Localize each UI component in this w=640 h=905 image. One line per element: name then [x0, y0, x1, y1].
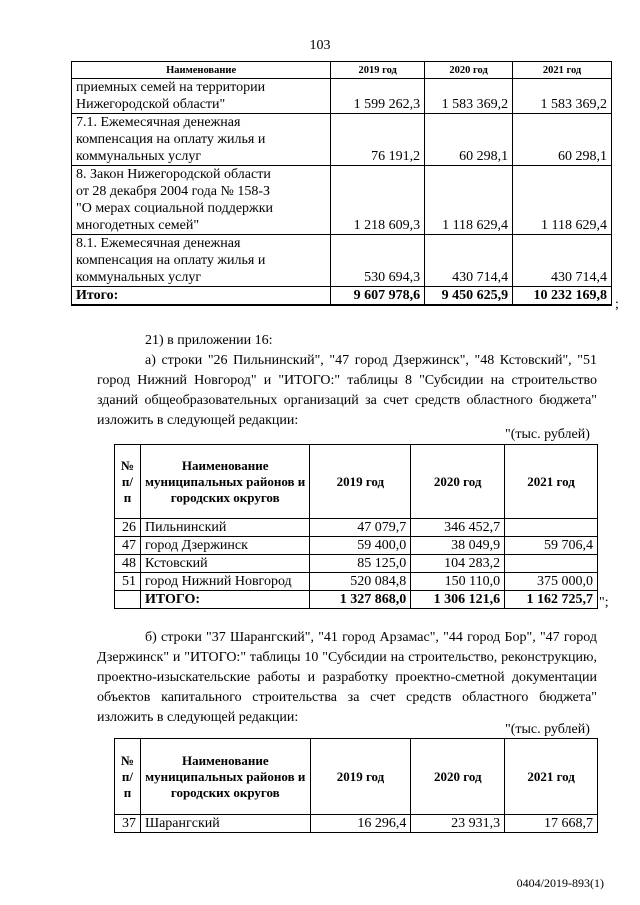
table-row	[115, 555, 598, 573]
value-2021: 1 583 369,2	[513, 79, 612, 114]
total-label: ИТОГО:	[140, 591, 310, 609]
row-name: Шарангский	[140, 815, 310, 833]
table2-trailing-punctuation: ";	[599, 595, 609, 610]
table-row	[72, 235, 612, 287]
row-name: город Нижний Новгород	[140, 573, 310, 591]
value-2021: 375 000,0	[505, 573, 598, 591]
header-2021: 2021 год	[505, 445, 598, 519]
unit-label-b: "(тыс. рублей)	[505, 722, 590, 737]
table-row	[115, 519, 598, 537]
section-21-heading: 21) в приложении 16:	[145, 333, 273, 348]
total-2020: 9 450 625,9	[425, 287, 513, 306]
value-2020: 1 583 369,2	[425, 79, 513, 114]
value-2019: 530 694,3	[331, 235, 425, 287]
value-2020: 38 049,9	[411, 537, 505, 555]
value-2021	[505, 555, 598, 573]
total-2019: 1 327 868,0	[310, 591, 411, 609]
row-name: приемных семей на территории Нижегородской области"	[72, 79, 331, 114]
table-row	[115, 573, 598, 591]
table-header-row	[115, 739, 598, 815]
table-social-support	[71, 61, 612, 306]
value-2021: 17 668,7	[505, 815, 598, 833]
row-name: 8. Закон Нижегородской области от 28 декабря 2004 года № 158-З "О мерах социальной поддержки многодетных семей"	[72, 166, 331, 235]
header-2021: 2021 год	[513, 62, 612, 79]
total-number	[115, 591, 141, 609]
header-2020: 2020 год	[425, 62, 513, 79]
table-subsidies-schools	[114, 444, 598, 609]
total-2020: 1 306 121,6	[411, 591, 505, 609]
header-2021: 2021 год	[505, 739, 598, 815]
section-21-para-a: а) строки "26 Пильнинский", "47 город Дзержинск", "48 Кстовский", "51 город Нижний Новгород" и "ИТОГО:" таблицы 8 "Субсидии на строительство зданий общеобразовательных организаций за счет средств областного бюджета" изложить в следующей редакции:	[97, 353, 597, 428]
total-2019: 9 607 978,6	[331, 287, 425, 306]
table-row	[72, 114, 612, 166]
header-2019: 2019 год	[310, 739, 411, 815]
table-header-row	[72, 62, 612, 79]
value-2019: 1 218 609,3	[331, 166, 425, 235]
value-2020: 346 452,7	[411, 519, 505, 537]
value-2019: 520 084,8	[310, 573, 411, 591]
total-2021: 10 232 169,8	[513, 287, 612, 306]
header-2019: 2019 год	[310, 445, 411, 519]
row-number: 51	[115, 573, 141, 591]
value-2019: 85 125,0	[310, 555, 411, 573]
row-number: 47	[115, 537, 141, 555]
value-2021	[505, 519, 598, 537]
table-total-row	[115, 591, 598, 609]
value-2019: 16 296,4	[310, 815, 411, 833]
value-2020: 1 118 629,4	[425, 166, 513, 235]
header-2020: 2020 год	[411, 739, 505, 815]
table-header-row	[115, 445, 598, 519]
header-2020: 2020 год	[411, 445, 505, 519]
row-number: 37	[115, 815, 141, 833]
row-name: Кстовский	[140, 555, 310, 573]
value-2020: 150 110,0	[411, 573, 505, 591]
section-b-para: б) строки "37 Шарангский", "41 город Арзамас", "44 город Бор", "47 город Дзержинск" и "ИТОГО:" таблицы 10 "Субсидии на строительство, реконструкцию, проектно-изыскательские работы и разработку проектно-сметной документации объектов капитального строительства за счет средств областного бюджета" изложить в следующей редакции:	[97, 630, 597, 725]
value-2020: 430 714,4	[425, 235, 513, 287]
table1-trailing-punctuation: ;	[615, 297, 619, 312]
value-2020: 23 931,3	[411, 815, 505, 833]
value-2019: 1 599 262,3	[331, 79, 425, 114]
row-name: 8.1. Ежемесячная денежная компенсация на оплату жилья и коммунальных услуг	[72, 235, 331, 287]
value-2019: 76 191,2	[331, 114, 425, 166]
row-name: 7.1. Ежемесячная денежная компенсация на оплату жилья и коммунальных услуг	[72, 114, 331, 166]
value-2021: 59 706,4	[505, 537, 598, 555]
value-2020: 104 283,2	[411, 555, 505, 573]
total-2021: 1 162 725,7	[505, 591, 598, 609]
row-number: 26	[115, 519, 141, 537]
value-2021: 60 298,1	[513, 114, 612, 166]
header-2019: 2019 год	[331, 62, 425, 79]
table-row	[72, 79, 612, 114]
value-2019: 47 079,7	[310, 519, 411, 537]
header-name: Наименование муниципальных районов и городских округов	[140, 445, 310, 519]
row-number: 48	[115, 555, 141, 573]
document-number: 0404/2019-893(1)	[516, 876, 604, 890]
header-name: Наименование	[72, 62, 331, 79]
header-number: № п/п	[115, 445, 141, 519]
page-number: 103	[309, 38, 331, 53]
table-row	[72, 166, 612, 235]
row-name: город Дзержинск	[140, 537, 310, 555]
value-2021: 1 118 629,4	[513, 166, 612, 235]
unit-label-a: "(тыс. рублей)	[505, 427, 590, 442]
table-row	[115, 815, 598, 833]
value-2021: 430 714,4	[513, 235, 612, 287]
header-name: Наименование муниципальных районов и городских округов	[140, 739, 310, 815]
value-2020: 60 298,1	[425, 114, 513, 166]
table-total-row	[72, 287, 612, 306]
value-2019: 59 400,0	[310, 537, 411, 555]
header-number: № п/п	[115, 739, 141, 815]
row-name: Пильнинский	[140, 519, 310, 537]
table-row	[115, 537, 598, 555]
table-subsidies-construction	[114, 738, 598, 833]
total-label: Итого:	[72, 287, 331, 306]
